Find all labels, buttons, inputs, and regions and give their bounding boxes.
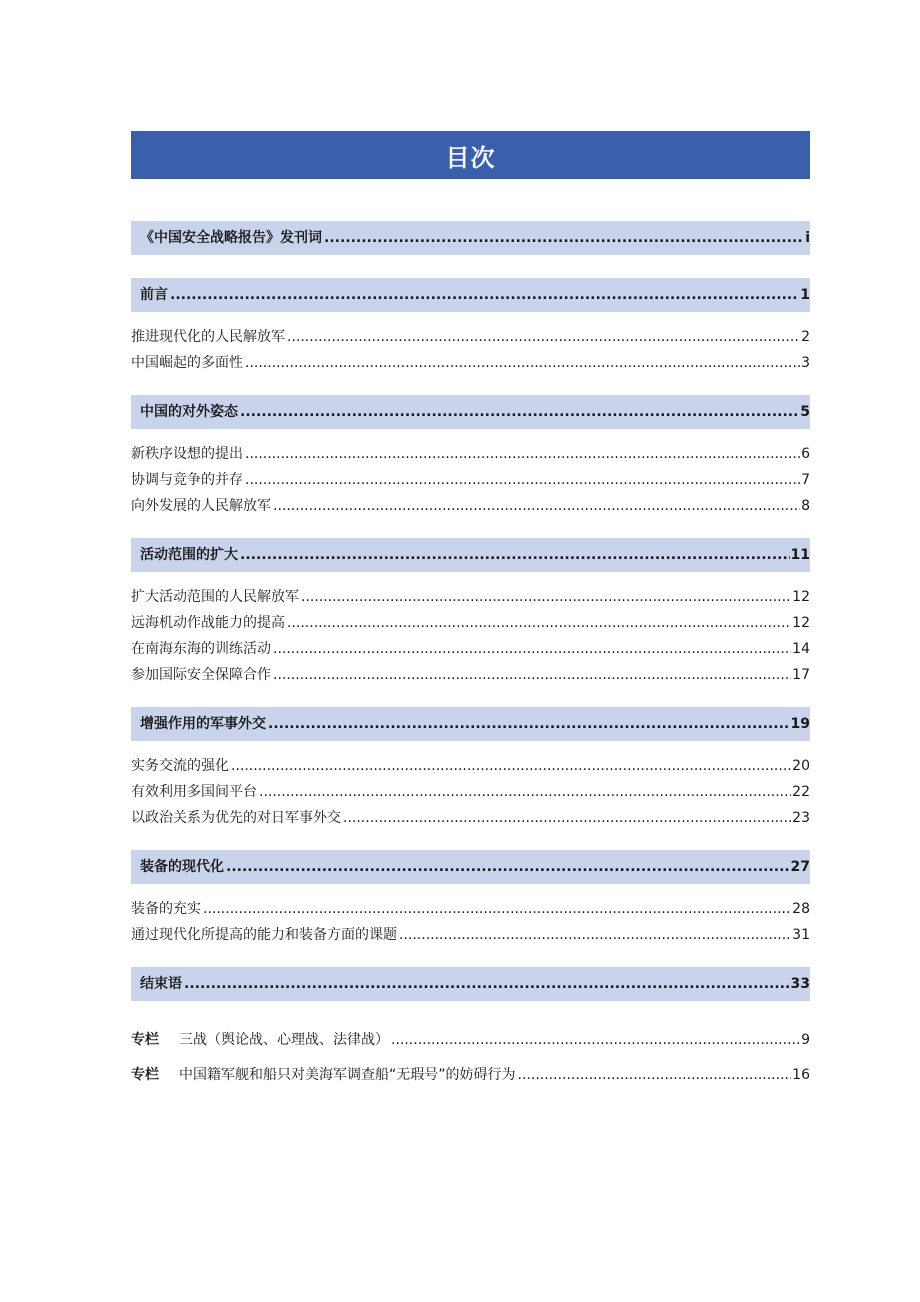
- leader-dots: [399, 927, 791, 944]
- leader-dots: [301, 589, 791, 606]
- toc-chapter-page: 11: [790, 547, 810, 563]
- toc-section-page: 17: [792, 667, 810, 683]
- toc-entry-page: 33: [790, 976, 810, 992]
- toc-section[interactable]: [131, 805, 810, 831]
- toc-section-label: 在南海东海的训练活动: [131, 641, 271, 657]
- toc-section[interactable]: [131, 610, 810, 636]
- column-tag: 专栏: [131, 1032, 159, 1048]
- toc-section[interactable]: [131, 779, 810, 805]
- toc-section[interactable]: [131, 636, 810, 662]
- leader-dots: [245, 355, 800, 372]
- toc-conclusion[interactable]: [131, 967, 810, 1001]
- toc-section-list: [131, 572, 810, 707]
- toc-section-page: 14: [792, 641, 810, 657]
- toc-section-label: 向外发展的人民解放军: [131, 498, 271, 514]
- toc-section[interactable]: [131, 493, 810, 519]
- toc-chapter-label: 增强作用的军事外交: [140, 716, 266, 732]
- leader-dots: [391, 1032, 800, 1048]
- leader-dots: [231, 758, 791, 775]
- toc-section-label: 协调与竞争的并存: [131, 472, 243, 488]
- toc-column-page: 9: [801, 1032, 810, 1048]
- toc-section-label: 扩大活动范围的人民解放军: [131, 589, 299, 605]
- toc-chapter-page: 19: [790, 716, 810, 732]
- toc-section-page: 8: [801, 498, 810, 514]
- toc-entry-label: 《中国安全战略报告》发刊词: [140, 230, 322, 246]
- toc-column[interactable]: [131, 1029, 810, 1064]
- toc-column-label: 中国籍军舰和船只对美海军调查船“无瑕号”的妨碍行为: [179, 1067, 516, 1083]
- toc-entry-label: 结束语: [140, 976, 182, 992]
- column-tag: 专栏: [131, 1067, 159, 1083]
- toc-section[interactable]: [131, 441, 810, 467]
- toc-section-label: 中国崛起的多面性: [131, 355, 243, 371]
- toc-section[interactable]: [131, 584, 810, 610]
- toc-section-label: 装备的充实: [131, 901, 201, 917]
- leader-dots: [343, 810, 791, 827]
- page-title-bar: [131, 131, 810, 179]
- toc-section-label: 以政治关系为优先的对日军事外交: [131, 810, 341, 826]
- toc-section-page: 12: [792, 615, 810, 631]
- toc-section-list: [131, 884, 810, 967]
- toc-section-page: 7: [801, 472, 810, 488]
- leader-dots: [287, 615, 791, 632]
- leader-dots: [273, 498, 800, 515]
- toc-chapter-label: 前言: [140, 287, 168, 303]
- toc-section-page: 28: [792, 901, 810, 917]
- toc-column[interactable]: [131, 1064, 810, 1099]
- toc-chapter[interactable]: [131, 395, 810, 429]
- toc-section-page: 12: [792, 589, 810, 605]
- toc-chapter[interactable]: [131, 538, 810, 572]
- toc-section[interactable]: [131, 753, 810, 779]
- toc-section-label: 新秩序设想的提出: [131, 446, 243, 462]
- leader-dots: [287, 329, 800, 346]
- toc-section[interactable]: [131, 922, 810, 948]
- leader-dots: [240, 547, 790, 564]
- toc-chapter-label: 装备的现代化: [140, 859, 224, 875]
- toc-preface[interactable]: [131, 221, 810, 255]
- toc-section-label: 参加国际安全保障合作: [131, 667, 271, 683]
- toc-section-page: 23: [792, 810, 810, 826]
- toc-section[interactable]: [131, 324, 810, 350]
- leader-dots: [268, 716, 790, 733]
- toc-section-page: 6: [801, 446, 810, 462]
- toc-section[interactable]: [131, 350, 810, 376]
- toc-section-label: 实务交流的强化: [131, 758, 229, 774]
- toc-section[interactable]: [131, 662, 810, 688]
- toc-section[interactable]: [131, 467, 810, 493]
- toc-section-list: [131, 312, 810, 395]
- leader-dots: [518, 1067, 792, 1083]
- toc-chapter-page: 5: [800, 404, 810, 420]
- page-title: 目次: [445, 143, 496, 172]
- toc-chapter[interactable]: [131, 707, 810, 741]
- leader-dots: [259, 784, 791, 801]
- toc-section-page: 3: [801, 355, 810, 371]
- leader-dots: [240, 404, 799, 421]
- table-of-contents: [131, 221, 810, 1099]
- leader-dots: [226, 859, 790, 876]
- leader-dots: [324, 230, 804, 247]
- leader-dots: [245, 472, 800, 489]
- toc-section-page: 2: [801, 329, 810, 345]
- toc-chapter-label: 中国的对外姿态: [140, 404, 238, 420]
- toc-section-page: 20: [792, 758, 810, 774]
- toc-section[interactable]: [131, 896, 810, 922]
- toc-column-page: 16: [792, 1067, 810, 1083]
- toc-section-list: [131, 741, 810, 850]
- toc-chapter[interactable]: [131, 850, 810, 884]
- toc-section-label: 通过现代化所提高的能力和装备方面的课题: [131, 927, 397, 943]
- leader-dots: [245, 446, 800, 463]
- leader-dots: [184, 976, 790, 993]
- toc-section-list: [131, 429, 810, 538]
- toc-chapter-page: 1: [800, 287, 810, 303]
- toc-chapter-page: 27: [790, 859, 810, 875]
- toc-section-label: 远海机动作战能力的提高: [131, 615, 285, 631]
- toc-chapter[interactable]: [131, 278, 810, 312]
- toc-entry-page: i: [805, 230, 810, 246]
- leader-dots: [273, 641, 791, 658]
- toc-section-label: 推进现代化的人民解放军: [131, 329, 285, 345]
- toc-section-label: 有效利用多国间平台: [131, 784, 257, 800]
- leader-dots: [203, 901, 791, 918]
- toc-section-page: 22: [792, 784, 810, 800]
- leader-dots: [273, 667, 791, 684]
- toc-column-label: 三战（舆论战、心理战、法律战）: [179, 1032, 389, 1048]
- toc-section-page: 31: [792, 927, 810, 943]
- leader-dots: [170, 287, 799, 304]
- toc-chapter-label: 活动范围的扩大: [140, 547, 238, 563]
